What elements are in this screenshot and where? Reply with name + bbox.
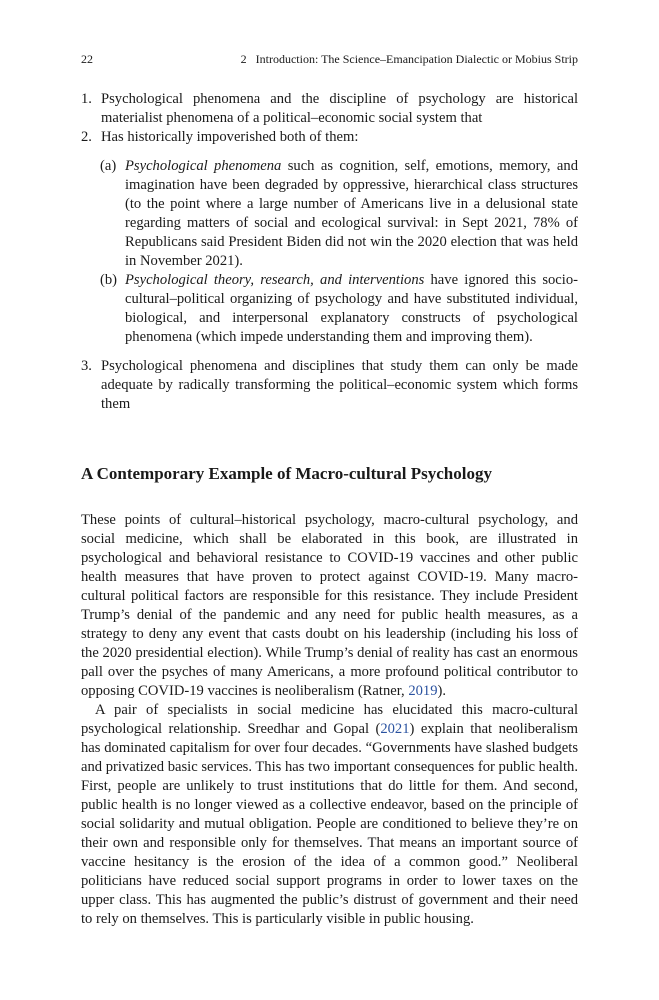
body-paragraph-2 [81,701,578,929]
sub-item-italic-term: Psychological phenomena [125,158,282,174]
page-number: 22 [81,52,93,66]
list-item-1 [81,90,578,128]
list-number: 1. [81,91,92,107]
sub-item-italic-term: Psychological theory, research, and interventions [125,272,425,288]
citation-link[interactable]: 2019 [408,683,438,699]
paragraph-text: ) explain that neoliberalism has dominated capitalism for over four decades. “Governments have slashed budgets and privatized basic services. This has two important consequences for public health. First, people are unlikely to trust institutions that do little for them. And second, public health is no longer viewed as a collective endeavor, based on the principle of social solidarity and mutual obligation. People are conditioned to believe they’re on their own and responsible only for themselves. That means an important source of vaccine hesitancy is the erosion of the idea of a common good.” Neoliberal politicians have reduced social support programs in order to lower taxes on the upper class. This has augmented the public’s distrust of government and their need to rely on themselves. This is particularly visible in public housing. [81,721,578,927]
list-item-text: Has historically impoverished both of them: [101,129,359,145]
section-heading: A Contemporary Example of Macro-cultural Psychology [81,464,492,483]
sub-item-text: such as cognition, self, emotions, memory, and imagination have been degraded by oppressive, hierarchical class structures (to the point where a large number of Americans live in a delusional state regarding matters of social and ecological survival: in Sept 2021, 78% of Republicans said President Biden did not win the 2020 election that was held in November 2021). [125,158,578,269]
list-item-text: Psychological phenomena and the discipline of psychology are historical materialist phenomena of a political–economic social system that [101,91,578,126]
body-paragraph-1 [81,511,578,701]
paragraph-text: These points of cultural–historical psychology, macro-cultural psychology, and social medicine, which shall be elaborated in this book, are illustrated in psychological and behavioral resistance to COVID-19 vaccines and other public health measures that have proven to protect against COVID-19. Many macro-cultural political factors are responsible for this resistance. They include President Trump’s denial of the pandemic and any need for public health measures, as a strategy to deny any event that casts doubt on his leadership (including his loss of the 2020 presidential election). While Trump’s denial of reality has cast an enormous pall over the psyches of many Americans, a more profound political contributor to opposing COVID-19 vaccines is neoliberalism (Ratner, [81,512,578,699]
sub-item-b [81,271,578,347]
running-head [81,52,578,66]
list-item-text: Psychological phenomena and disciplines that study them can only be made adequate by radically transforming the political–economic system which forms them [101,358,578,412]
paragraph-text: ). [437,683,447,699]
sub-item-label: (b) [100,272,118,288]
sub-item-label: (a) [100,158,117,174]
sub-list [81,157,578,347]
citation-link[interactable]: 2021 [380,721,410,737]
sub-item-text: have ignored this socio-cultural–political organizing of psychology and have substituted individual, biological, and interpersonal explanatory constructs of psychological phenomena (which impede understanding them and improving them). [125,272,578,345]
list-number: 3. [81,358,92,374]
page-body [81,90,578,929]
paragraph-text: A pair of specialists in social medicine has elucidated this macro-cultural psychological relationship. Sreedhar and Gopal ( [81,702,578,737]
list-number: 2. [81,129,92,145]
sub-item-a [81,157,578,271]
chapter-running-title: 2 Introduction: The Science–Emancipation Dialectic or Mobius Strip [240,52,578,66]
list-item-2 [81,128,578,147]
list-item-3 [81,357,578,414]
